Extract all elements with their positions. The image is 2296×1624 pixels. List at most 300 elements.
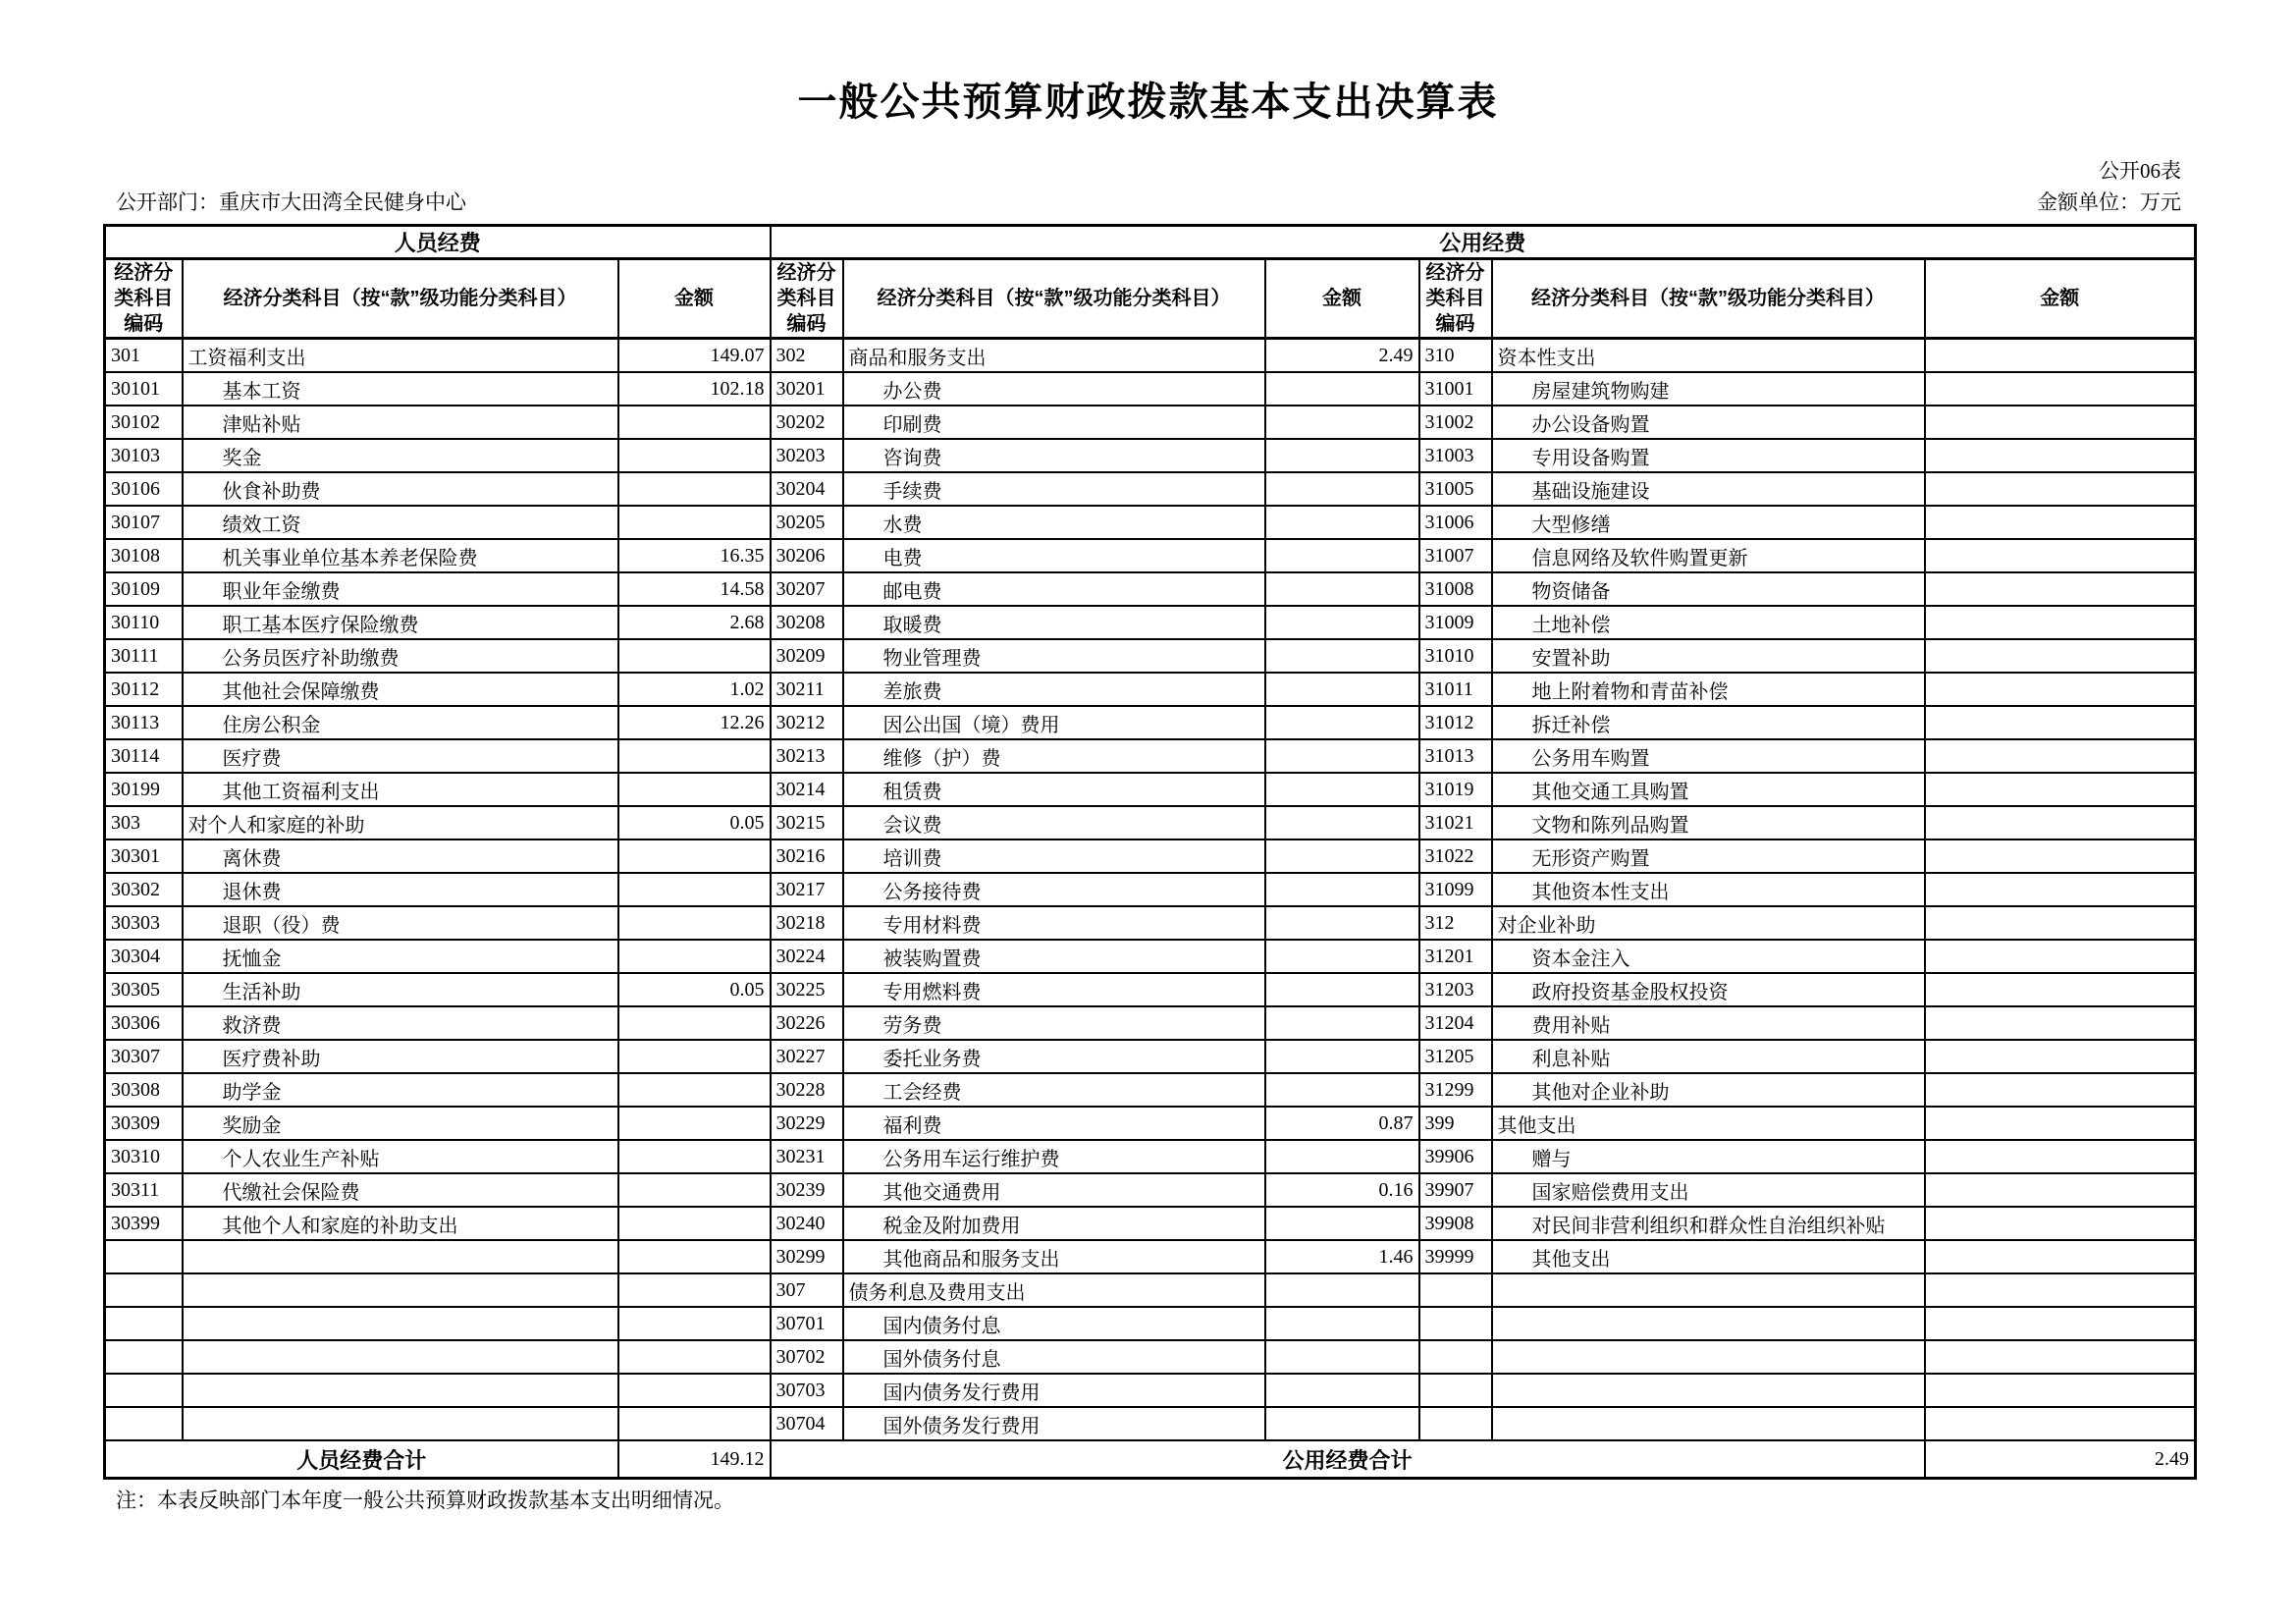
subject-cell: 公务用车运行维护费 — [843, 1140, 1265, 1173]
amount-cell — [1265, 639, 1419, 673]
code-cell: 30702 — [771, 1340, 843, 1374]
table-row — [105, 1240, 2196, 1273]
amount-cell — [1925, 506, 2196, 539]
col-header-subject: 经济分类科目（按“款”级功能分类科目） — [1492, 259, 1925, 339]
subject-cell: 其他社会保障缴费 — [183, 673, 618, 706]
amount-cell — [1265, 1040, 1419, 1073]
table-row — [105, 906, 2196, 940]
col-header-subject: 经济分类科目（按“款”级功能分类科目） — [843, 259, 1265, 339]
subject-cell: 拆迁补偿 — [1492, 706, 1925, 739]
subject-cell — [183, 1240, 618, 1273]
table-row — [105, 1207, 2196, 1240]
subject-cell — [1492, 1273, 1925, 1307]
amount-cell — [1265, 539, 1419, 572]
table-row — [105, 1107, 2196, 1140]
table-row — [105, 1040, 2196, 1073]
subject-cell: 因公出国（境）费用 — [843, 706, 1265, 739]
col-header-amount: 金额 — [618, 259, 771, 339]
subject-cell: 其他支出 — [1492, 1240, 1925, 1273]
col-header-code: 经济分类科目编码 — [1419, 259, 1492, 339]
amount-cell — [618, 1207, 771, 1240]
amount-cell — [1925, 940, 2196, 973]
code-cell: 30111 — [105, 639, 183, 673]
amount-cell — [1925, 739, 2196, 773]
subject-cell — [183, 1340, 618, 1374]
code-cell: 30101 — [105, 372, 183, 406]
subject-cell — [183, 1374, 618, 1407]
amount-cell — [1265, 673, 1419, 706]
code-cell: 30107 — [105, 506, 183, 539]
code-cell: 30109 — [105, 572, 183, 606]
code-cell: 30199 — [105, 773, 183, 806]
table-row — [105, 1374, 2196, 1407]
code-cell: 31201 — [1419, 940, 1492, 973]
amount-cell — [618, 1006, 771, 1040]
subject-cell: 医疗费 — [183, 739, 618, 773]
amount-cell — [1925, 572, 2196, 606]
subject-cell: 无形资产购置 — [1492, 839, 1925, 873]
code-cell: 30307 — [105, 1040, 183, 1073]
amount-cell — [1265, 973, 1419, 1006]
subject-cell: 公务员医疗补助缴费 — [183, 639, 618, 673]
code-cell: 303 — [105, 806, 183, 839]
subject-cell: 办公设备购置 — [1492, 406, 1925, 439]
table-body — [105, 339, 2196, 1441]
table-row — [105, 506, 2196, 539]
code-cell: 30103 — [105, 439, 183, 472]
code-cell: 39908 — [1419, 1207, 1492, 1240]
amount-cell — [618, 1173, 771, 1207]
code-cell: 30218 — [771, 906, 843, 940]
table-row — [105, 1340, 2196, 1374]
code-cell — [1419, 1273, 1492, 1307]
code-cell: 30304 — [105, 940, 183, 973]
subject-cell: 资本性支出 — [1492, 339, 1925, 373]
subject-cell — [1492, 1407, 1925, 1440]
subject-cell: 大型修缮 — [1492, 506, 1925, 539]
table-row — [105, 1307, 2196, 1340]
code-cell: 30305 — [105, 973, 183, 1006]
amount-cell — [618, 739, 771, 773]
amount-cell — [618, 1407, 771, 1440]
subject-cell: 其他对企业补助 — [1492, 1073, 1925, 1107]
table-foot — [105, 1440, 2196, 1479]
amount-cell — [1925, 1173, 2196, 1207]
subject-cell: 安置补助 — [1492, 639, 1925, 673]
amount-cell — [618, 1374, 771, 1407]
footnote: 注：本表反映部门本年度一般公共预算财政拨款基本支出明细情况。 — [116, 1489, 734, 1512]
code-cell: 30106 — [105, 472, 183, 506]
subject-cell: 手续费 — [843, 472, 1265, 506]
code-cell: 39907 — [1419, 1173, 1492, 1207]
amount-cell — [1925, 1006, 2196, 1040]
amount-cell — [618, 1273, 771, 1307]
column-header-row — [105, 259, 2196, 339]
amount-cell — [1265, 873, 1419, 906]
amount-cell: 149.07 — [618, 339, 771, 373]
amount-cell — [1265, 506, 1419, 539]
code-cell: 39999 — [1419, 1240, 1492, 1273]
code-cell: 30214 — [771, 773, 843, 806]
amount-cell — [1925, 339, 2196, 373]
subject-cell: 津贴补贴 — [183, 406, 618, 439]
code-cell: 31205 — [1419, 1040, 1492, 1073]
code-cell: 31299 — [1419, 1073, 1492, 1107]
subject-cell: 其他交通工具购置 — [1492, 773, 1925, 806]
subject-cell: 对民间非营利组织和群众性自治组织补贴 — [1492, 1207, 1925, 1240]
code-cell: 30215 — [771, 806, 843, 839]
amount-cell — [1265, 406, 1419, 439]
subject-cell — [183, 1307, 618, 1340]
code-cell — [1419, 1374, 1492, 1407]
amount-cell — [618, 439, 771, 472]
amount-cell: 16.35 — [618, 539, 771, 572]
amount-cell — [618, 472, 771, 506]
code-cell: 31021 — [1419, 806, 1492, 839]
subject-cell: 对个人和家庭的补助 — [183, 806, 618, 839]
code-cell: 30306 — [105, 1006, 183, 1040]
subject-cell: 其他工资福利支出 — [183, 773, 618, 806]
code-cell: 30202 — [771, 406, 843, 439]
amount-cell — [618, 639, 771, 673]
page-title: 一般公共预算财政拨款基本支出决算表 — [797, 81, 1499, 124]
subject-cell: 住房公积金 — [183, 706, 618, 739]
subject-cell: 印刷费 — [843, 406, 1265, 439]
code-cell: 30108 — [105, 539, 183, 572]
amount-cell — [1925, 806, 2196, 839]
code-cell: 30303 — [105, 906, 183, 940]
subject-cell: 信息网络及软件购置更新 — [1492, 539, 1925, 572]
code-cell: 30224 — [771, 940, 843, 973]
amount-cell — [618, 506, 771, 539]
amount-cell — [1925, 472, 2196, 506]
code-cell — [105, 1340, 183, 1374]
amount-cell — [618, 773, 771, 806]
table-row — [105, 1273, 2196, 1307]
amount-cell — [1925, 1340, 2196, 1374]
code-cell — [1419, 1340, 1492, 1374]
table-row — [105, 873, 2196, 906]
amount-cell — [1265, 1273, 1419, 1307]
subject-cell: 邮电费 — [843, 572, 1265, 606]
table-row — [105, 940, 2196, 973]
amount-cell: 0.05 — [618, 806, 771, 839]
amount-cell — [1265, 839, 1419, 873]
subject-cell: 工会经费 — [843, 1073, 1265, 1107]
amount-cell — [1265, 1207, 1419, 1240]
code-cell: 31099 — [1419, 873, 1492, 906]
subject-cell: 被装购置费 — [843, 940, 1265, 973]
amount-cell: 102.18 — [618, 372, 771, 406]
subject-cell: 土地补偿 — [1492, 606, 1925, 639]
code-cell: 30703 — [771, 1374, 843, 1407]
amount-cell — [1925, 906, 2196, 940]
code-cell: 30399 — [105, 1207, 183, 1240]
code-cell: 30308 — [105, 1073, 183, 1107]
subject-cell: 国外债务发行费用 — [843, 1407, 1265, 1440]
code-cell: 30239 — [771, 1173, 843, 1207]
amount-cell — [1925, 606, 2196, 639]
code-cell: 301 — [105, 339, 183, 373]
subject-cell: 代缴社会保险费 — [183, 1173, 618, 1207]
code-cell — [105, 1374, 183, 1407]
code-cell: 30102 — [105, 406, 183, 439]
subject-cell: 其他个人和家庭的补助支出 — [183, 1207, 618, 1240]
subject-cell: 税金及附加费用 — [843, 1207, 1265, 1240]
amount-cell — [618, 873, 771, 906]
subject-cell: 专用材料费 — [843, 906, 1265, 940]
code-cell: 31011 — [1419, 673, 1492, 706]
code-cell: 31204 — [1419, 1006, 1492, 1040]
subject-cell: 抚恤金 — [183, 940, 618, 973]
subject-cell: 退休费 — [183, 873, 618, 906]
code-cell: 30216 — [771, 839, 843, 873]
amount-cell: 1.46 — [1265, 1240, 1419, 1273]
code-cell: 30211 — [771, 673, 843, 706]
table-row — [105, 673, 2196, 706]
code-cell — [105, 1307, 183, 1340]
amount-cell: 0.05 — [618, 973, 771, 1006]
amount-cell — [618, 1107, 771, 1140]
code-cell: 30240 — [771, 1207, 843, 1240]
amount-cell: 12.26 — [618, 706, 771, 739]
amount-cell — [618, 406, 771, 439]
amount-cell — [1925, 539, 2196, 572]
subject-cell: 工资福利支出 — [183, 339, 618, 373]
code-cell: 31007 — [1419, 539, 1492, 572]
amount-cell: 0.16 — [1265, 1173, 1419, 1207]
subject-cell: 赠与 — [1492, 1140, 1925, 1173]
amount-cell — [1265, 1073, 1419, 1107]
code-cell: 31006 — [1419, 506, 1492, 539]
code-cell: 312 — [1419, 906, 1492, 940]
amount-cell: 14.58 — [618, 572, 771, 606]
code-cell: 30226 — [771, 1006, 843, 1040]
subject-cell: 办公费 — [843, 372, 1265, 406]
amount-cell — [1925, 1374, 2196, 1407]
subject-cell: 专用设备购置 — [1492, 439, 1925, 472]
code-cell: 31009 — [1419, 606, 1492, 639]
code-cell: 30301 — [105, 839, 183, 873]
amount-cell — [1925, 1273, 2196, 1307]
subject-cell: 对企业补助 — [1492, 906, 1925, 940]
subject-cell — [1492, 1340, 1925, 1374]
table-row — [105, 339, 2196, 373]
subject-cell: 债务利息及费用支出 — [843, 1273, 1265, 1307]
meta-row — [116, 187, 2181, 216]
subject-cell: 租赁费 — [843, 773, 1265, 806]
amount-cell — [1265, 1340, 1419, 1374]
code-cell: 302 — [771, 339, 843, 373]
table-head — [105, 226, 2196, 339]
subject-cell: 房屋建筑物购建 — [1492, 372, 1925, 406]
amount-cell: 1.02 — [618, 673, 771, 706]
code-cell: 30208 — [771, 606, 843, 639]
code-cell: 30228 — [771, 1073, 843, 1107]
code-cell: 30213 — [771, 739, 843, 773]
amount-cell — [1265, 439, 1419, 472]
code-cell: 30113 — [105, 706, 183, 739]
code-cell: 31012 — [1419, 706, 1492, 739]
code-cell: 31005 — [1419, 472, 1492, 506]
code-cell: 30114 — [105, 739, 183, 773]
amount-cell — [1265, 806, 1419, 839]
section-public: 公用经费 — [771, 226, 2196, 259]
table-row — [105, 973, 2196, 1006]
unit-label: 金额单位：万元 — [2037, 190, 2181, 214]
subject-cell: 取暖费 — [843, 606, 1265, 639]
code-cell: 30204 — [771, 472, 843, 506]
table-row — [105, 606, 2196, 639]
table-row — [105, 372, 2196, 406]
subject-cell: 咨询费 — [843, 439, 1265, 472]
amount-cell — [1265, 940, 1419, 973]
code-cell: 30212 — [771, 706, 843, 739]
code-cell: 30229 — [771, 1107, 843, 1140]
code-cell — [105, 1407, 183, 1440]
code-cell: 31203 — [1419, 973, 1492, 1006]
code-cell: 30205 — [771, 506, 843, 539]
subject-cell: 电费 — [843, 539, 1265, 572]
amount-cell — [1925, 1140, 2196, 1173]
code-cell: 30225 — [771, 973, 843, 1006]
amount-cell — [1925, 1040, 2196, 1073]
code-cell: 31008 — [1419, 572, 1492, 606]
subject-cell: 物资储备 — [1492, 572, 1925, 606]
subject-cell — [183, 1273, 618, 1307]
code-cell: 31022 — [1419, 839, 1492, 873]
subject-cell: 医疗费补助 — [183, 1040, 618, 1073]
table-row — [105, 706, 2196, 739]
amount-cell — [1265, 472, 1419, 506]
table-row — [105, 839, 2196, 873]
table-row — [105, 539, 2196, 572]
code-cell: 30311 — [105, 1173, 183, 1207]
code-cell: 30310 — [105, 1140, 183, 1173]
code-cell: 30299 — [771, 1240, 843, 1273]
amount-cell — [1265, 1140, 1419, 1173]
code-cell: 30209 — [771, 639, 843, 673]
subject-cell: 其他交通费用 — [843, 1173, 1265, 1207]
code-cell — [1419, 1407, 1492, 1440]
amount-cell — [1925, 372, 2196, 406]
subject-cell: 基础设施建设 — [1492, 472, 1925, 506]
subject-cell: 救济费 — [183, 1006, 618, 1040]
amount-cell — [618, 1307, 771, 1340]
code-cell: 30207 — [771, 572, 843, 606]
amount-cell — [618, 1040, 771, 1073]
public-total-label: 公用经费合计 — [771, 1440, 1925, 1479]
amount-cell — [1265, 572, 1419, 606]
amount-cell — [1265, 773, 1419, 806]
table-row — [105, 639, 2196, 673]
code-cell — [105, 1273, 183, 1307]
table-row — [105, 439, 2196, 472]
subject-cell: 职业年金缴费 — [183, 572, 618, 606]
amount-cell — [1925, 839, 2196, 873]
subject-cell: 机关事业单位基本养老保险费 — [183, 539, 618, 572]
amount-cell — [1265, 739, 1419, 773]
code-cell: 31001 — [1419, 372, 1492, 406]
amount-cell — [1265, 1006, 1419, 1040]
amount-cell: 0.87 — [1265, 1107, 1419, 1140]
code-cell: 30201 — [771, 372, 843, 406]
amount-cell — [618, 839, 771, 873]
table-row — [105, 773, 2196, 806]
code-cell: 30203 — [771, 439, 843, 472]
subject-cell: 国内债务发行费用 — [843, 1374, 1265, 1407]
subject-cell: 会议费 — [843, 806, 1265, 839]
subject-cell: 其他资本性支出 — [1492, 873, 1925, 906]
subject-cell: 政府投资基金股权投资 — [1492, 973, 1925, 1006]
subject-cell: 商品和服务支出 — [843, 339, 1265, 373]
amount-cell — [1265, 1374, 1419, 1407]
subject-cell: 委托业务费 — [843, 1040, 1265, 1073]
amount-cell — [618, 1073, 771, 1107]
code-cell: 31003 — [1419, 439, 1492, 472]
amount-cell — [1925, 673, 2196, 706]
code-cell: 30110 — [105, 606, 183, 639]
table-row — [105, 572, 2196, 606]
subject-cell: 福利费 — [843, 1107, 1265, 1140]
subject-cell: 水费 — [843, 506, 1265, 539]
subject-cell: 专用燃料费 — [843, 973, 1265, 1006]
subject-cell: 离休费 — [183, 839, 618, 873]
amount-cell — [1925, 406, 2196, 439]
subject-cell: 助学金 — [183, 1073, 618, 1107]
section-header-row — [105, 226, 2196, 259]
amount-cell — [1265, 372, 1419, 406]
subject-cell — [1492, 1307, 1925, 1340]
subject-cell: 利息补贴 — [1492, 1040, 1925, 1073]
code-cell: 30231 — [771, 1140, 843, 1173]
col-header-amount: 金额 — [1925, 259, 2196, 339]
public-total-amount: 2.49 — [1925, 1440, 2196, 1479]
amount-cell — [1925, 706, 2196, 739]
subject-cell: 伙食补助费 — [183, 472, 618, 506]
code-cell: 399 — [1419, 1107, 1492, 1140]
amount-cell — [1265, 1307, 1419, 1340]
subject-cell: 劳务费 — [843, 1006, 1265, 1040]
code-cell: 307 — [771, 1273, 843, 1307]
table-row — [105, 806, 2196, 839]
subject-cell: 培训费 — [843, 839, 1265, 873]
amount-cell — [618, 1240, 771, 1273]
table-row — [105, 1006, 2196, 1040]
amount-cell — [618, 1340, 771, 1374]
subject-cell: 国内债务付息 — [843, 1307, 1265, 1340]
subject-cell — [1492, 1374, 1925, 1407]
amount-cell: 2.49 — [1265, 339, 1419, 373]
amount-cell — [1925, 1073, 2196, 1107]
section-personnel: 人员经费 — [105, 226, 771, 259]
code-cell: 30217 — [771, 873, 843, 906]
code-cell: 310 — [1419, 339, 1492, 373]
code-cell: 39906 — [1419, 1140, 1492, 1173]
total-row — [105, 1440, 2196, 1479]
code-cell: 31013 — [1419, 739, 1492, 773]
code-cell: 30112 — [105, 673, 183, 706]
subject-cell: 费用补贴 — [1492, 1006, 1925, 1040]
code-cell: 30309 — [105, 1107, 183, 1140]
subject-cell: 物业管理费 — [843, 639, 1265, 673]
amount-cell — [1925, 973, 2196, 1006]
amount-cell — [1925, 1407, 2196, 1440]
subject-cell: 其他商品和服务支出 — [843, 1240, 1265, 1273]
code-cell: 30227 — [771, 1040, 843, 1073]
subject-cell: 职工基本医疗保险缴费 — [183, 606, 618, 639]
code-cell: 30701 — [771, 1307, 843, 1340]
